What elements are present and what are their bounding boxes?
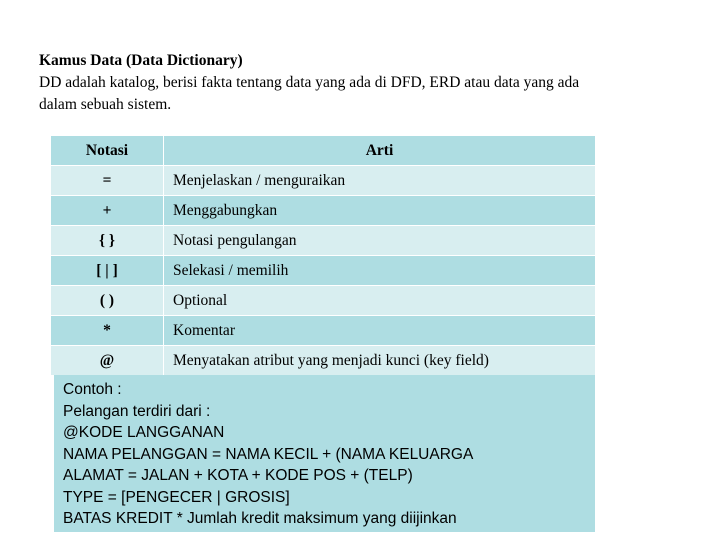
notation-symbol: * [51,316,164,346]
table-row [51,256,596,286]
notation-symbol: + [51,196,164,226]
table-row [51,346,596,376]
example-line: NAMA PELANGGAN = NAMA KECIL + (NAMA KELUARGA [63,445,474,463]
notation-symbol: @ [51,346,164,376]
table-header-row [51,136,596,166]
notation-meaning: Menjelaskan / menguraikan [164,166,596,196]
table-row [51,286,596,316]
notation-meaning: Optional [164,286,596,316]
notation-meaning: Selekasi / memilih [164,256,596,286]
table-row [51,316,596,346]
example-line: @KODE LANGGANAN [63,424,225,441]
table-row [51,226,596,256]
intro-text-line-2: dalam sebuah sistem. [39,96,172,113]
header-meaning: Arti [164,136,596,166]
page-title: Kamus Data (Data Dictionary) [39,52,243,69]
table-row [51,166,596,196]
notation-meaning: Menyatakan atribut yang menjadi kunci (key field) [164,346,596,376]
intro-section [39,50,699,116]
notation-symbol: { } [51,226,164,256]
example-box [54,375,595,532]
example-line: Contoh : [63,381,122,398]
table-row [51,196,596,226]
notation-symbol: ( ) [51,286,164,316]
example-line: TYPE = [PENGECER | GROSIS] [63,488,290,506]
notation-meaning: Komentar [164,316,596,346]
notation-symbol: = [51,166,164,196]
intro-text-line-1: DD adalah katalog, berisi fakta tentang data yang ada di DFD, ERD atau data yang ada [39,74,580,91]
header-notation: Notasi [51,136,164,166]
notation-meaning: Notasi pengulangan [164,226,596,256]
example-line: BATAS KREDIT * Jumlah kredit maksimum yang diijinkan [63,510,457,527]
example-line: ALAMAT = JALAN + KOTA + KODE POS + (TELP) [63,467,413,484]
example-line: Pelangan terdiri dari : [63,402,211,420]
notation-symbol: [ | ] [51,256,164,286]
notation-table [50,135,596,376]
notation-meaning: Menggabungkan [164,196,596,226]
